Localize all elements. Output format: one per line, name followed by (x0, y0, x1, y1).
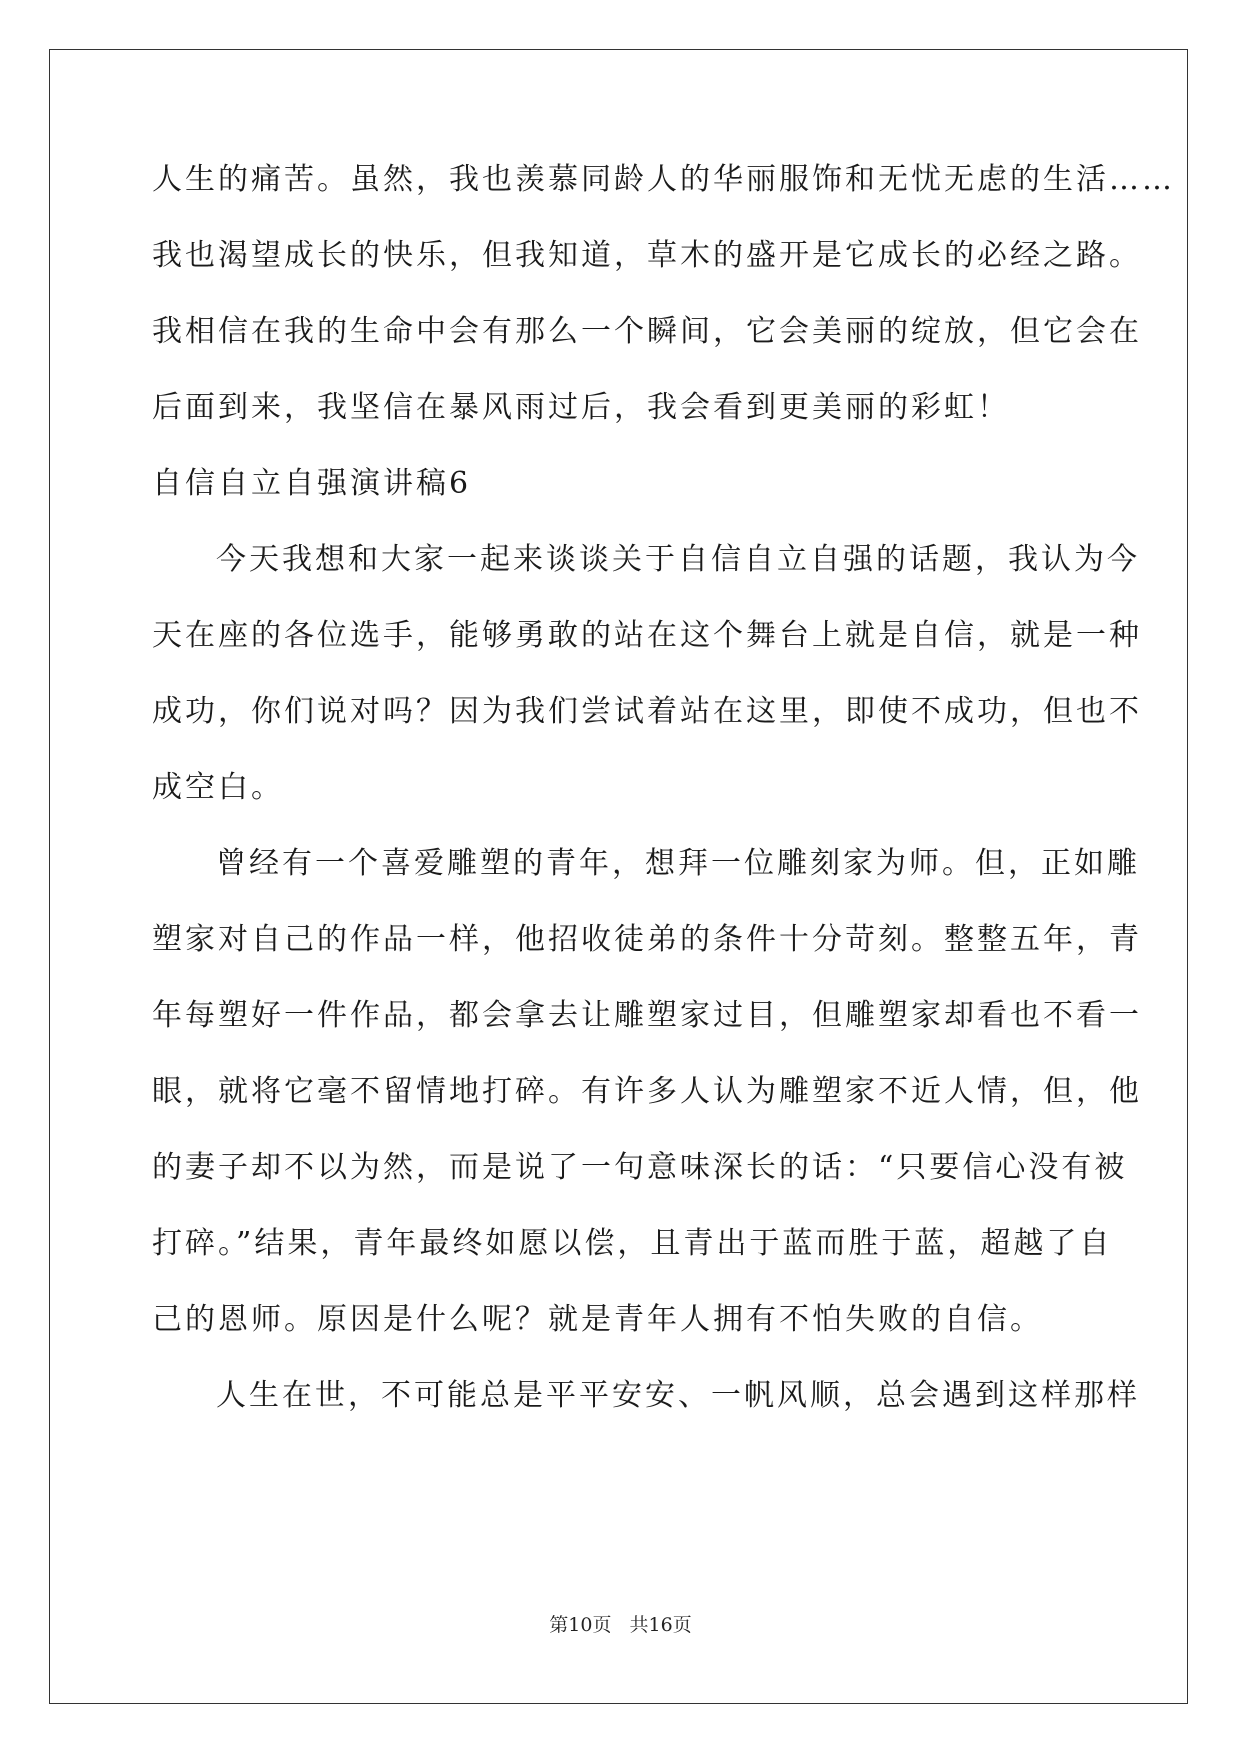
text-line: 成空白。 (152, 770, 284, 805)
section-heading: 自信自立自强演讲稿6 (152, 466, 472, 501)
text-line: 己的恩师。原因是什么呢？就是青年人拥有不怕失败的自信。 (152, 1302, 1043, 1337)
text-line: 打碎。”结果，青年最终如愿以偿，且青出于蓝而胜于蓝，超越了自 (152, 1226, 1113, 1261)
text-line: 后面到来，我坚信在暴风雨过后，我会看到更美丽的彩虹！ (152, 390, 1010, 425)
page-total: 共16页 (629, 1614, 692, 1636)
paragraph-first-line: 曾经有一个喜爱雕塑的青年，想拜一位雕刻家为师。但，正如雕 (216, 846, 1140, 881)
text-line: 塑家对自己的作品一样，他招收徒弟的条件十分苛刻。整整五年，青 (152, 922, 1142, 957)
text-line: 天在座的各位选手，能够勇敢的站在这个舞台上就是自信，就是一种 (152, 618, 1142, 653)
text-line: 年每塑好一件作品，都会拿去让雕塑家过目，但雕塑家却看也不看一 (152, 998, 1142, 1033)
paragraph-first-line: 今天我想和大家一起来谈谈关于自信自立自强的话题，我认为今 (216, 542, 1140, 577)
text-line: 我相信在我的生命中会有那么一个瞬间，它会美丽的绽放，但它会在 (152, 314, 1142, 349)
text-line: 成功，你们说对吗？因为我们尝试着站在这里，即使不成功，但也不 (152, 694, 1142, 729)
paragraph-first-line: 人生在世，不可能总是平平安安、一帆风顺，总会遇到这样那样 (216, 1378, 1140, 1413)
text-line: 我也渴望成长的快乐，但我知道，草木的盛开是它成长的必经之路。 (152, 238, 1142, 273)
text-line: 人生的痛苦。虽然，我也羡慕同龄人的华丽服饰和无忧无虑的生活…… (152, 162, 1175, 197)
page-footer (0, 1613, 1241, 1637)
text-line: 的妻子却不以为然，而是说了一句意味深长的话：“只要信心没有被 (152, 1150, 1128, 1185)
page-number: 第10页 (549, 1614, 612, 1636)
text-line: 眼，就将它毫不留情地打碎。有许多人认为雕塑家不近人情，但，他 (152, 1074, 1142, 1109)
